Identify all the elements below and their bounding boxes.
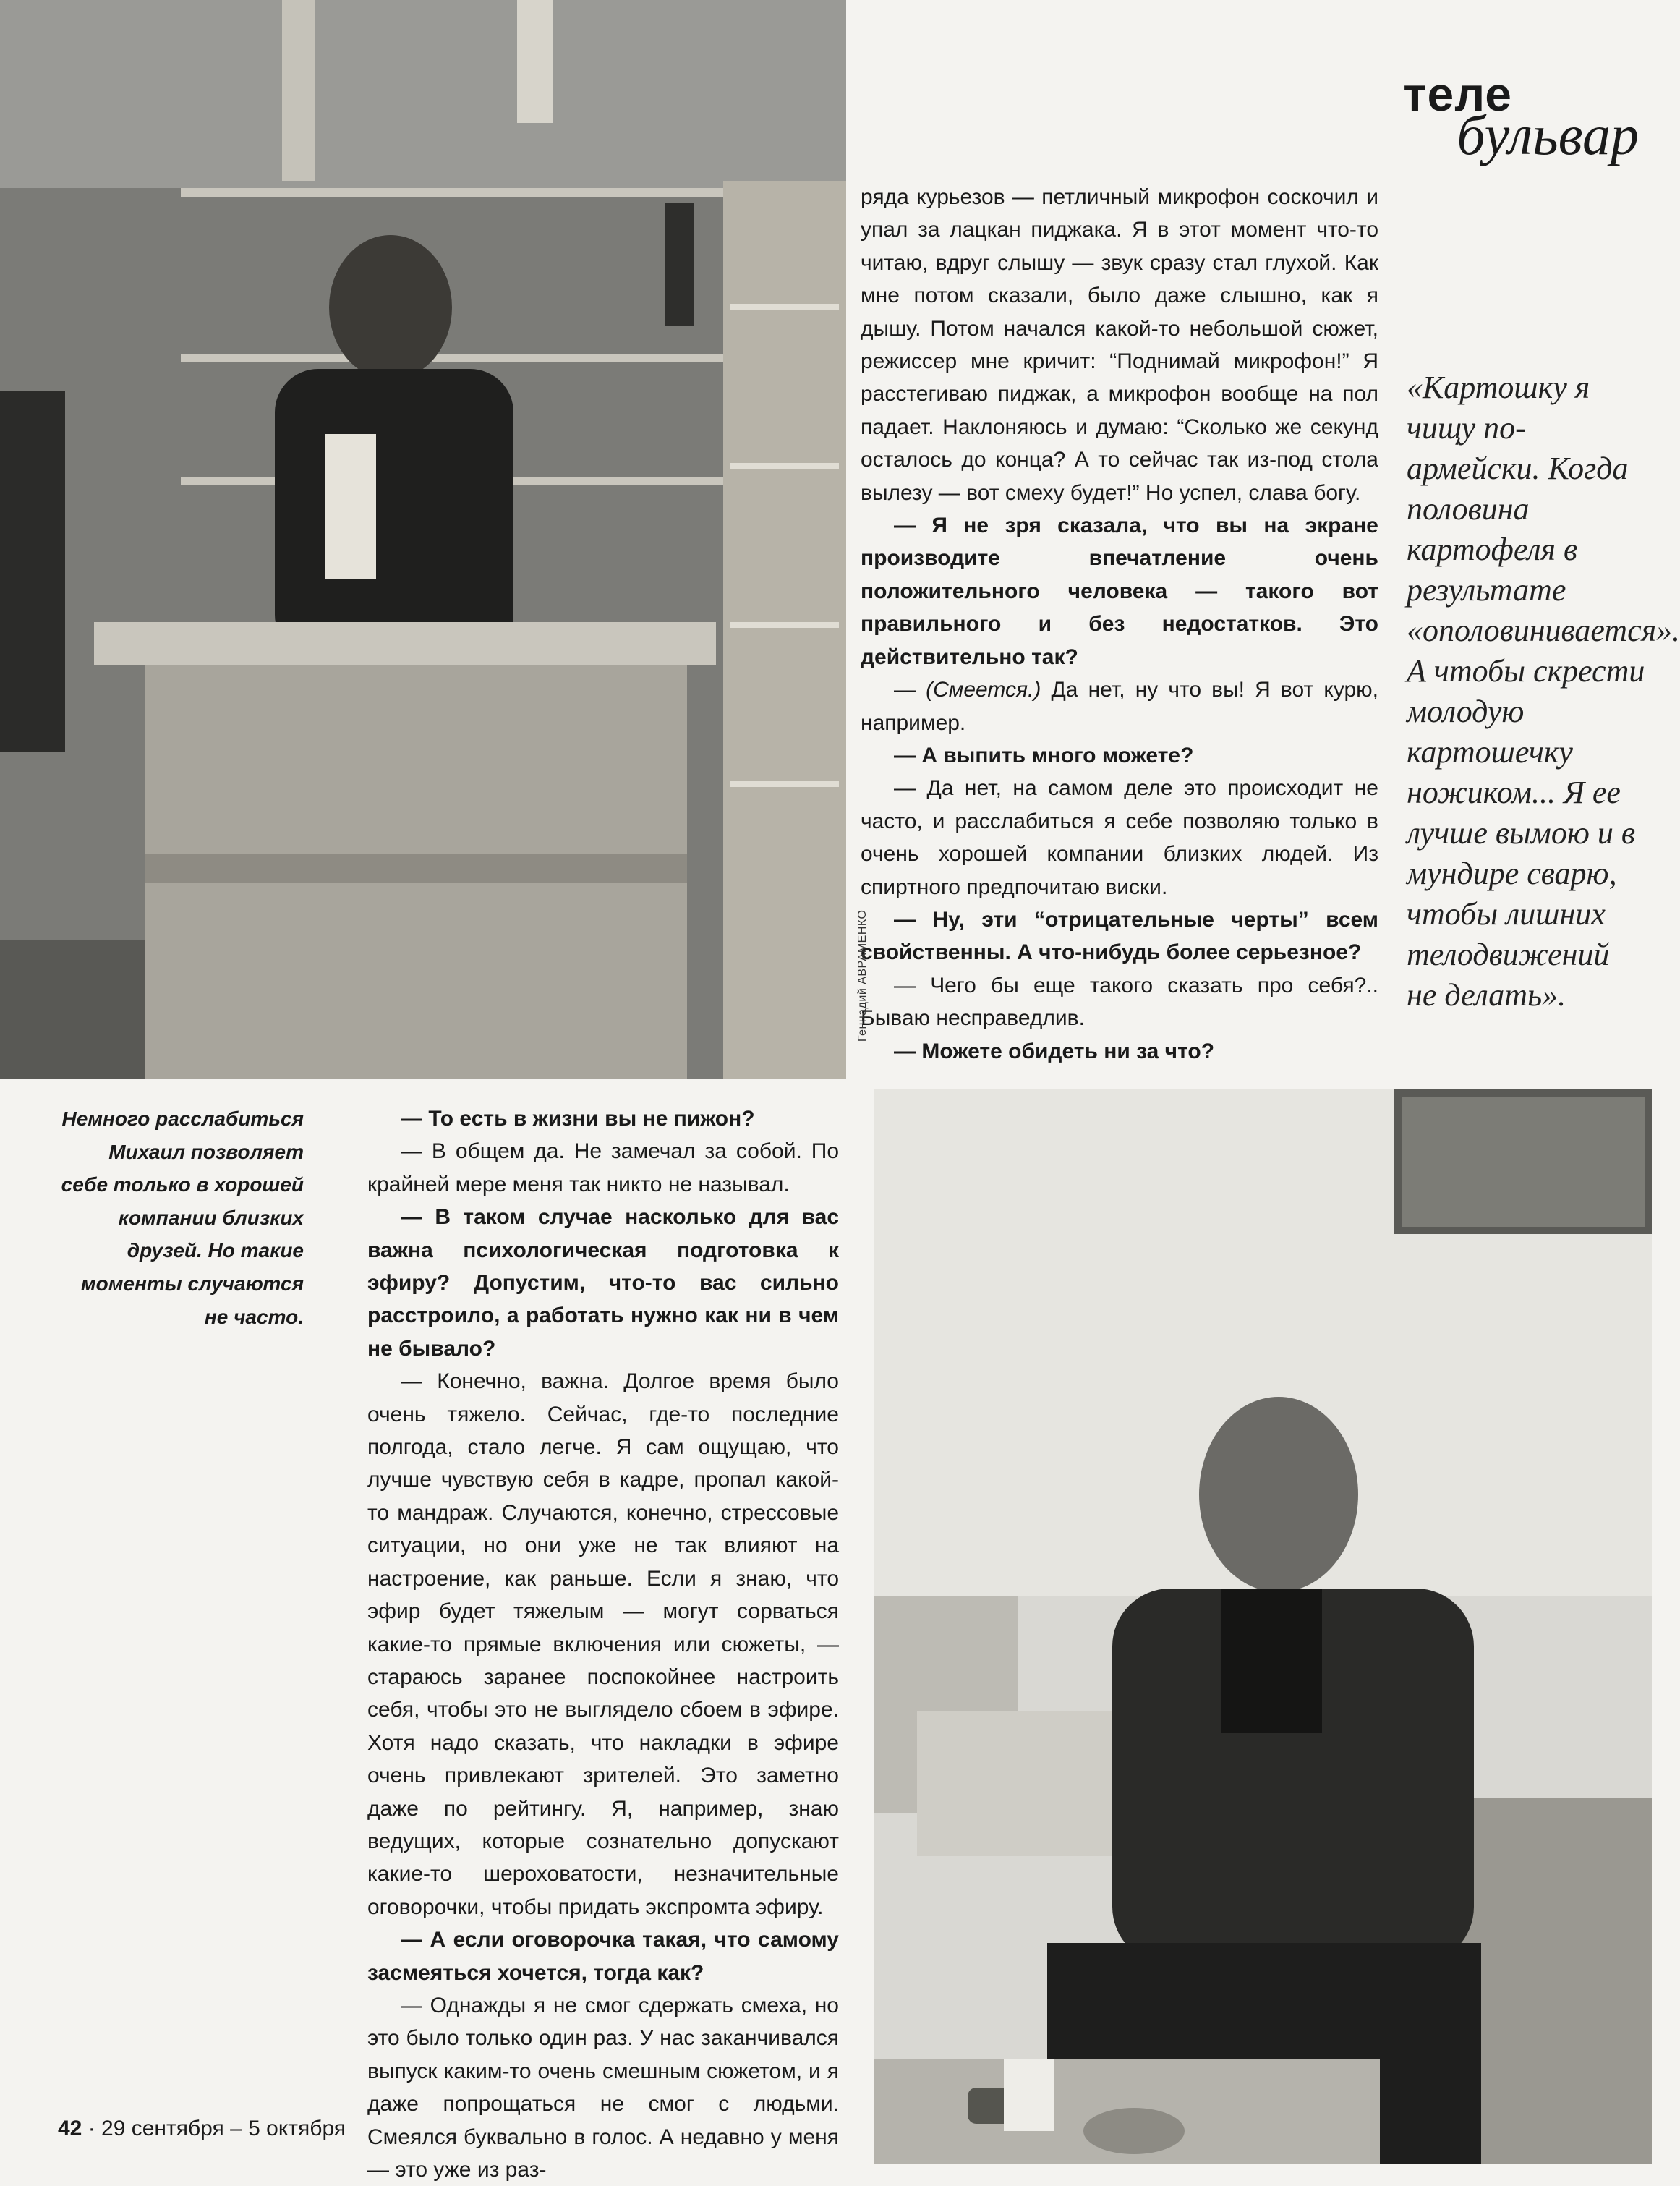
- question: — Ну, эти “отрицательные черты” всем свойственны. А что-нибудь более серьезное?: [861, 907, 1378, 965]
- issue-dates: 29 сентября – 5 октября: [101, 2117, 346, 2140]
- photo-bar-scene: [0, 0, 846, 1079]
- answer: [861, 673, 1378, 739]
- answer-text: Да нет, ну что вы! Я вот курю, например.: [861, 678, 1378, 735]
- answer-dash: —: [894, 678, 926, 702]
- pull-quote: «Картошку я чищу по-армейски. Когда половина картофеля в результате «ополовинивается». А чтобы скрести молодую картошечку ножиком... Я ее лучше вымою и в мундире сварю, чтобы лишних телодвижений не делать».: [1407, 370, 1680, 1013]
- photo-armchair-scene-illustration: [874, 1089, 1652, 2164]
- question: — Я не зря сказала, что вы на экране производите впечатление очень положительного человека — такого вот правильного и без недостатков. Это действительно так?: [861, 514, 1378, 669]
- brand-bulvar: бульвар: [1457, 103, 1639, 166]
- answer: — Конечно, важна. Долгое время было очень тяжело. Сейчас, где-то последние полгода, стало легче. Я сам ощущаю, что лучше чувствую себя в кадре, пропал какой-то мандраж. Случаются, конечно, стрессовые ситуации, но они уже не так влияют на настроение, как раньше. Если я знаю, что эфир будет тяжелым — могут сорваться какие-то прямые включения или сюжеты, — стараюсь заранее поспокойнее настроить себя, чтобы это не выглядело сбоем в эфире. Хотя надо сказать, что накладки в эфире очень привлекают зрителей. Это заметно даже по рейтингу. Я, например, знаю ведущих, которые сознательно допускают какие-то шероховатости, незначительные оговорочки, чтобы придать экспромта эфиру.: [367, 1369, 839, 1919]
- section-brand: [1378, 67, 1639, 168]
- question: — А выпить много можете?: [894, 743, 1194, 767]
- photo-caption: Немного расслабиться Михаил позволяет себе только в хорошей компании близких друзей. Но такие моменты случаются не часто.: [61, 1107, 304, 1328]
- answer: — Да нет, на самом деле это происходит не часто, и расслабиться я себе позволяю только в очень хорошей компании близких людей. Из спиртного предпочитаю виски.: [861, 776, 1378, 899]
- photo-armchair-scene: [874, 1089, 1652, 2164]
- question: — Можете обидеть ни за что?: [894, 1039, 1215, 1063]
- footer-separator: ·: [82, 2117, 102, 2140]
- question: — То есть в жизни вы не пижон?: [401, 1107, 755, 1131]
- question: — В таком случае насколько для вас важна психологическая подготовка к эфиру? Допустим, что-то вас сильно расстроило, а работать нужно как ни в чем не бывало?: [367, 1205, 839, 1361]
- page-number: 42: [58, 2117, 82, 2140]
- answer: — Чего бы еще такого сказать про себя?.. Бываю несправедлив.: [861, 973, 1378, 1031]
- answer: — Однажды я не смог сдержать смеха, но это было только один раз. У нас заканчивался выпуск каким-то очень смешным сюжетом, и я даже попрощаться не смог с людьми. Смеялся буквально в голос. А недавно у меня — это уже из раз-: [367, 1993, 839, 2182]
- page-footer: [58, 2117, 346, 2141]
- photo-credit: Геннадий АВРАМЕНКО: [856, 909, 869, 1042]
- article-column-top: [861, 181, 1378, 1068]
- question: — А если оговорочка такая, что самому засмеяться хочется, тогда как?: [367, 1928, 839, 1985]
- photo-bar-scene-illustration: [0, 0, 846, 1079]
- brand-tele: теле: [1403, 67, 1512, 121]
- answer: — В общем да. Не замечал за собой. По крайней мере меня так никто не называл.: [367, 1139, 839, 1196]
- paragraph: ряда курьезов — петличный микрофон соскочил и упал за лацкан пиджака. Я в этот момент что-то читаю, вдруг слышу — звук сразу стал глухой. Как мне потом сказали, было даже слышно, как я дышу. Потом начался какой-то небольшой сюжет, режиссер мне кричит: “Поднимай микрофон!” Я расстегиваю пиджак, а микрофон вообще на пол падает. Наклоняюсь и думаю: “Сколько же секунд осталось до конца? А то сейчас так из-под стола вылезу — вот смеху будет!” Но успел, слава богу.: [861, 185, 1378, 505]
- article-column-bottom: [367, 1102, 839, 2186]
- stage-direction: (Смеется.): [926, 678, 1041, 702]
